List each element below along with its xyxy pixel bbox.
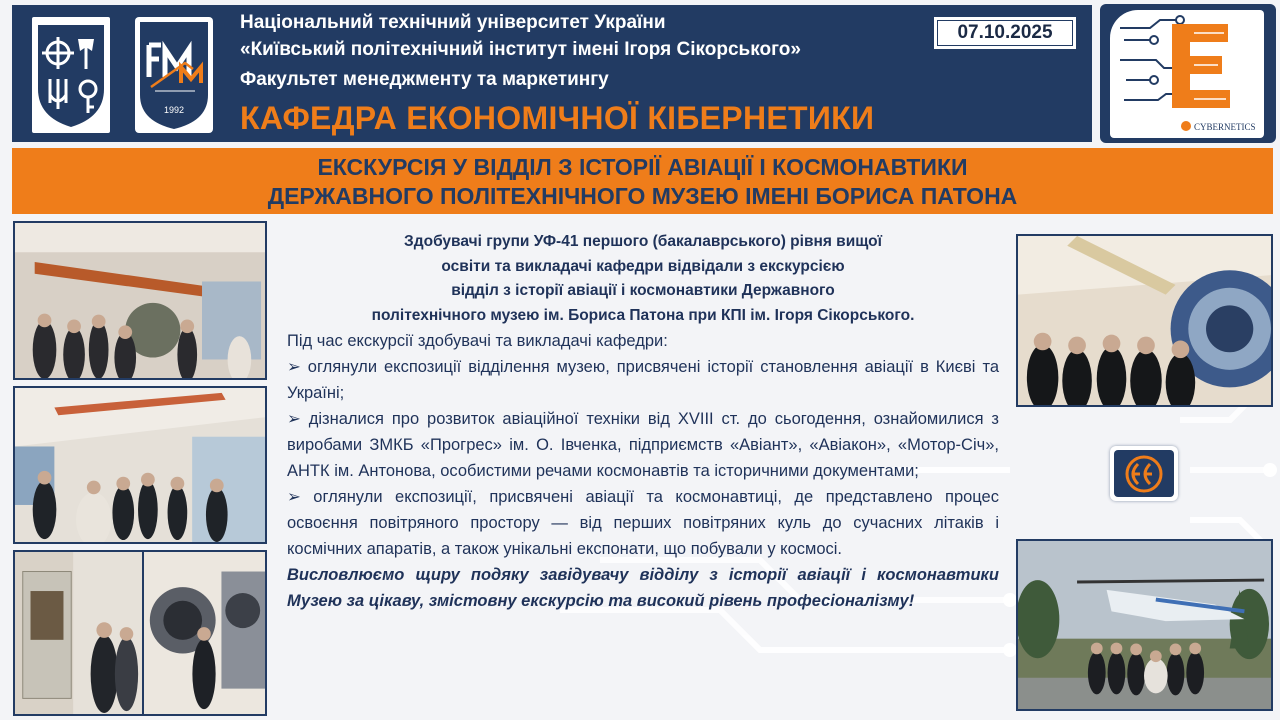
cybernetics-logo-text: CYBERNETICS [1194,122,1256,132]
article-lead: Під час екскурсії здобувачі та викладачі кафедри: [287,332,668,350]
date-text: 07.10.2025 [957,22,1053,43]
intro-line: відділ з історії авіації і космонавтики Державного [451,282,835,299]
kpi-logo [32,17,110,133]
article-body [287,230,999,614]
event-title-banner [12,148,1273,214]
photo-exhibit-case [13,550,144,716]
photo-group-near-capsule [1016,234,1273,407]
photo-engine-exhibit [142,550,267,716]
intro-line: політехнічного музею ім. Бориса Патона при КПІ ім. Ігоря Сікорського. [371,306,915,324]
fmm-logo [135,17,213,133]
university-name-line1: Національний технічний університет України [240,12,666,33]
event-title-line2: ДЕРЖАВНОГО ПОЛІТЕХНІЧНОГО МУЗЕЮ ІМЕНІ БОРИСА ПАТОНА [267,183,1018,209]
department-title: КАФЕДРА ЕКОНОМІЧНОЇ КІБЕРНЕТИКИ [240,100,875,136]
article-bullet: ➢ дізналися про розвиток авіаційної техніки від XVIII ст. до сьогодення, ознайомилися з виробами ЗМКБ «Прогрес» ім. О. Івченка, підприємств «Авіант», «Авіакон», «Мотор-Січ», АНТК ім. Антонова, особистими речами космонавтів та історичними документами; [287,410,999,480]
article-bullet: ➢ оглянули експозиції, присвячені авіації та космонавтиці, де представлено процес освоєння повітряного простору — від перших повітряних куль до сучасних літаків і космічних апаратів, а також унікальні експонати, що побували у космосі. [287,488,999,558]
header [12,5,1092,142]
intro-line: освіти та викладачі кафедри відвідали з екскурсією [441,257,845,275]
event-title-line1: ЕКСКУРСІЯ У ВІДДІЛ З ІСТОРІЇ АВІАЦІЇ І КОСМОНАВТИКИ [317,154,968,180]
photo-museum-hall-balloon [13,221,267,380]
economic-cybernetics-emblem [1110,446,1178,501]
intro-line: Здобувачі групи УФ-41 першого (бакалаврського) рівня вищої [404,233,882,250]
article-intro [287,230,999,328]
faculty-name: Факультет менеджменту та маркетингу [240,69,609,90]
article-bullet: ➢ оглянули експозиції відділення музею, присвячені історії становлення авіації в Києві та Україні; [287,358,999,402]
fmm-logo-year: 1992 [163,105,185,115]
cybernetics-logo [1100,4,1276,143]
date-box [932,15,1078,51]
university-name-line2: «Київський політехнічний інститут імені Ігоря Сікорського» [240,39,801,60]
article-thanks: Висловлюємо щиру подяку завідувачу відділу з історії авіації і космонавтики Музею за цікаву, змістовну екскурсію та високий рівень професіоналізму! [287,566,999,610]
photo-museum-group-listening [13,386,267,544]
photo-group-near-helicopter [1016,539,1273,711]
